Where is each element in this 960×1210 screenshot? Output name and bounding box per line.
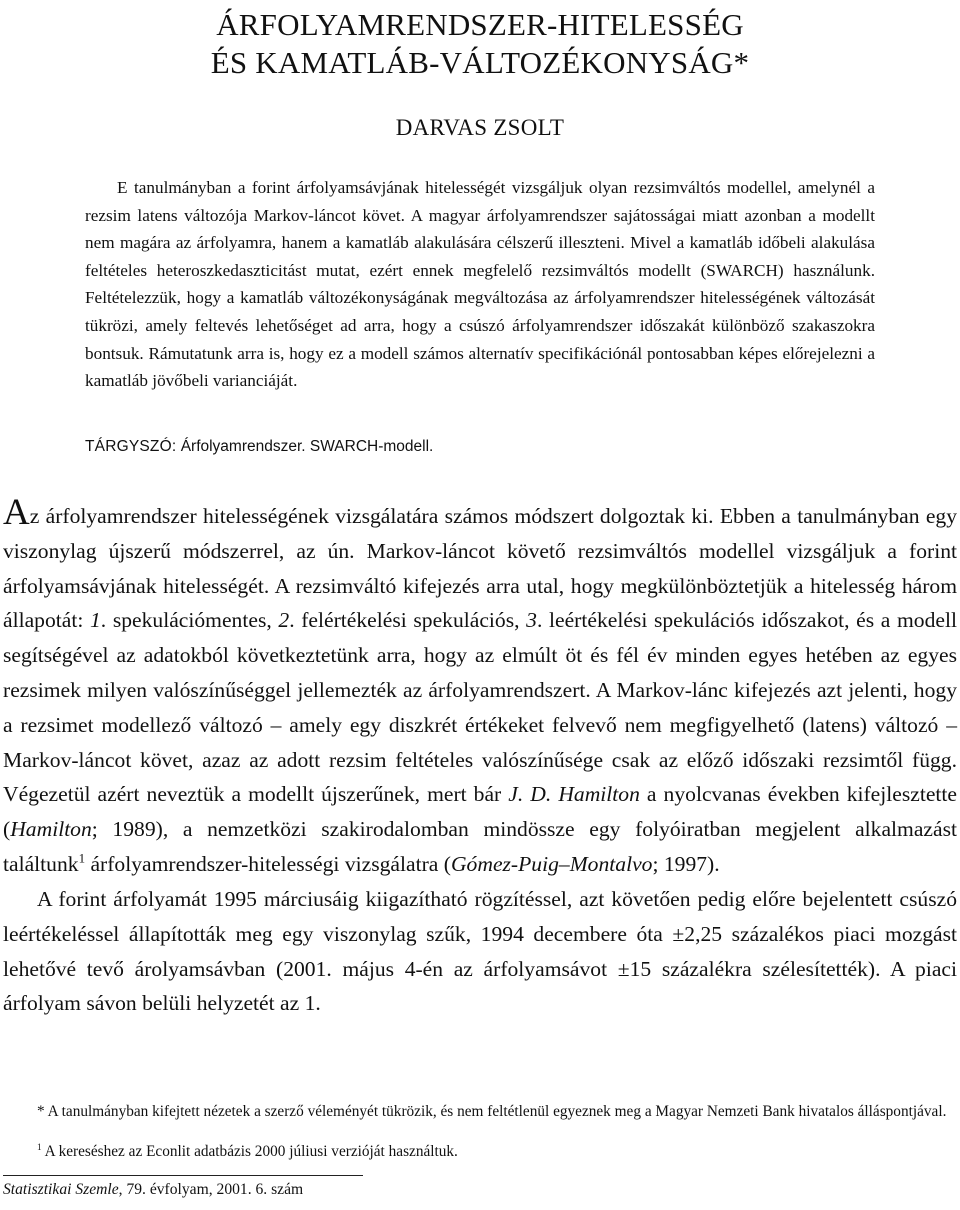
footnote-1-mark: 1: [37, 1142, 42, 1153]
keywords-text: Árfolyamrendszer. SWARCH-modell.: [180, 438, 434, 455]
citation-gomez-puig-montalvo: Gómez-Puig–Montalvo: [450, 851, 653, 876]
title-line-1: ÁRFOLYAMRENDSZER-HITELESSÉG: [216, 7, 744, 42]
journal-issue: , 79. évfolyam, 2001. 6. szám: [118, 1181, 304, 1198]
enum-1: 1: [90, 608, 101, 633]
footnote-star: [3, 1101, 957, 1122]
author-reference: J. D. Hamilton: [508, 782, 640, 807]
p1-text-2: . spekulációmentes,: [100, 608, 279, 633]
footnote-1: [3, 1141, 957, 1162]
footnote-ref-1: 1: [78, 850, 86, 866]
author-name: DARVAS ZSOLT: [395, 115, 565, 140]
article-title: [0, 6, 960, 82]
p1-text-1: z árfolyamrendszer hitelességének vizsgálatára számos módszert dolgoztak ki. Ebben a tanulmányban egy viszonylag újszerű módszerrel, az ún. Markov-láncot követő rezsimváltós modellel vizsgáljuk a forint árfolyamsávjának hitelességét. A rezsimváltó kifejezés arra utal, hogy megkülönböztetjük a hitelesség három állapotát:: [3, 504, 957, 633]
p1-text-6: ; 1989), a nemzetközi szakirodalomban mindössze egy folyóiratban megjelent alkalmazást találtunk: [3, 817, 957, 876]
p1-text-3: . felértékelési spekulációs,: [289, 608, 527, 633]
citation-hamilton: Hamilton: [10, 817, 92, 842]
body-paragraph-1: [3, 492, 957, 882]
keywords: [85, 438, 875, 456]
body-paragraph-2: A forint árfolyamát 1995 márciusáig kiigazítható rögzítéssel, azt követően pedig előre bejelentett csúszó leértékeléssel állapították meg egy viszonylag szűk, 1994 decembere óta ±2,25 százalékos piaci mozgást lehetővé tevő árolyamsávban (2001. május 4-én az árfolyamsávot ±15 százalékra szélesítették). A piaci árfolyam sávon belüli helyzetét az 1.: [3, 887, 957, 1016]
p1-text-7: árfolyamrendszer-hitelességi vizsgálatra (: [85, 851, 451, 876]
footnote-star-mark: *: [37, 1103, 45, 1120]
p1-text-4: . leértékelési spekulációs időszakot, és a modell segítségével az adatokból következtetünk arra, hogy az elmúlt öt és fél év minden egyes hetében az egyes rezsimek milyen valószínűséggel jellemezték az árfolyamrendszert. A Markov-lánc kifejezés azt jelenti, hogy a rezsimet modellező változó – amely egy diszkrét értékeket felvevő nem megfigyelhető (latens) változó – Markov-láncot követ, azaz az adott rezsim feltételes valószínűsége csak az előző időszaki rezsimtől függ. Végezetül azért neveztük a modellt újszerűnek, mert bár: [3, 608, 957, 807]
drop-cap: A: [3, 492, 30, 533]
footer-divider: [3, 1175, 363, 1176]
footnote-1-text: A kereséshez az Econlit adatbázis 2000 júliusi verzióját használtuk.: [41, 1143, 458, 1160]
journal-name: Statisztikai Szemle: [3, 1181, 119, 1198]
journal-citation: [3, 1181, 303, 1199]
p1-text-5: a nyolcvanas években kifejlesztette (: [3, 782, 957, 842]
abstract: E tanulmányban a forint árfolyamsávjának hitelességét vizsgáljuk olyan rezsimváltós modellel, amelynél a rezsim latens változója Markov-láncot követ. A magyar árfolyamrendszer sajátosságai miatt azonban a modellt nem magára az árfolyamra, hanem a kamatláb alakulására célszerű illeszteni. Mivel a kamatláb időbeli alakulása feltételes heteroszkedaszticitást mutat, ezért ennek megfelelő rezsimváltós modellt (SWARCH) használunk. Feltételezzük, hogy a kamatláb változékonyságának megváltozása az árfolyamrendszer hitelességének változását tükrözi, amely feltevés lehetőséget ad arra, hogy a csúszó árfolyamrendszer időszakát különböző szakaszokra bontsuk. Rámutatunk arra is, hogy ez a modell számos alternatív specifikációnál pontosabban képes előrejelezni a kamatláb jövőbeli varianciáját.: [85, 178, 875, 391]
footnote-star-text: A tanulmányban kifejtett nézetek a szerző véleményét tükrözik, és nem feltétlenül egyeznek meg a Magyar Nemzeti Bank hivatalos álláspontjával.: [44, 1103, 947, 1120]
p1-text-8: ; 1997).: [652, 851, 720, 876]
title-line-2: ÉS KAMATLÁB-VÁLTOZÉKONYSÁG*: [210, 45, 750, 80]
enum-2: 2: [278, 608, 290, 633]
enum-3: 3: [526, 608, 537, 633]
keywords-label: TÁRGYSZÓ:: [85, 438, 177, 455]
